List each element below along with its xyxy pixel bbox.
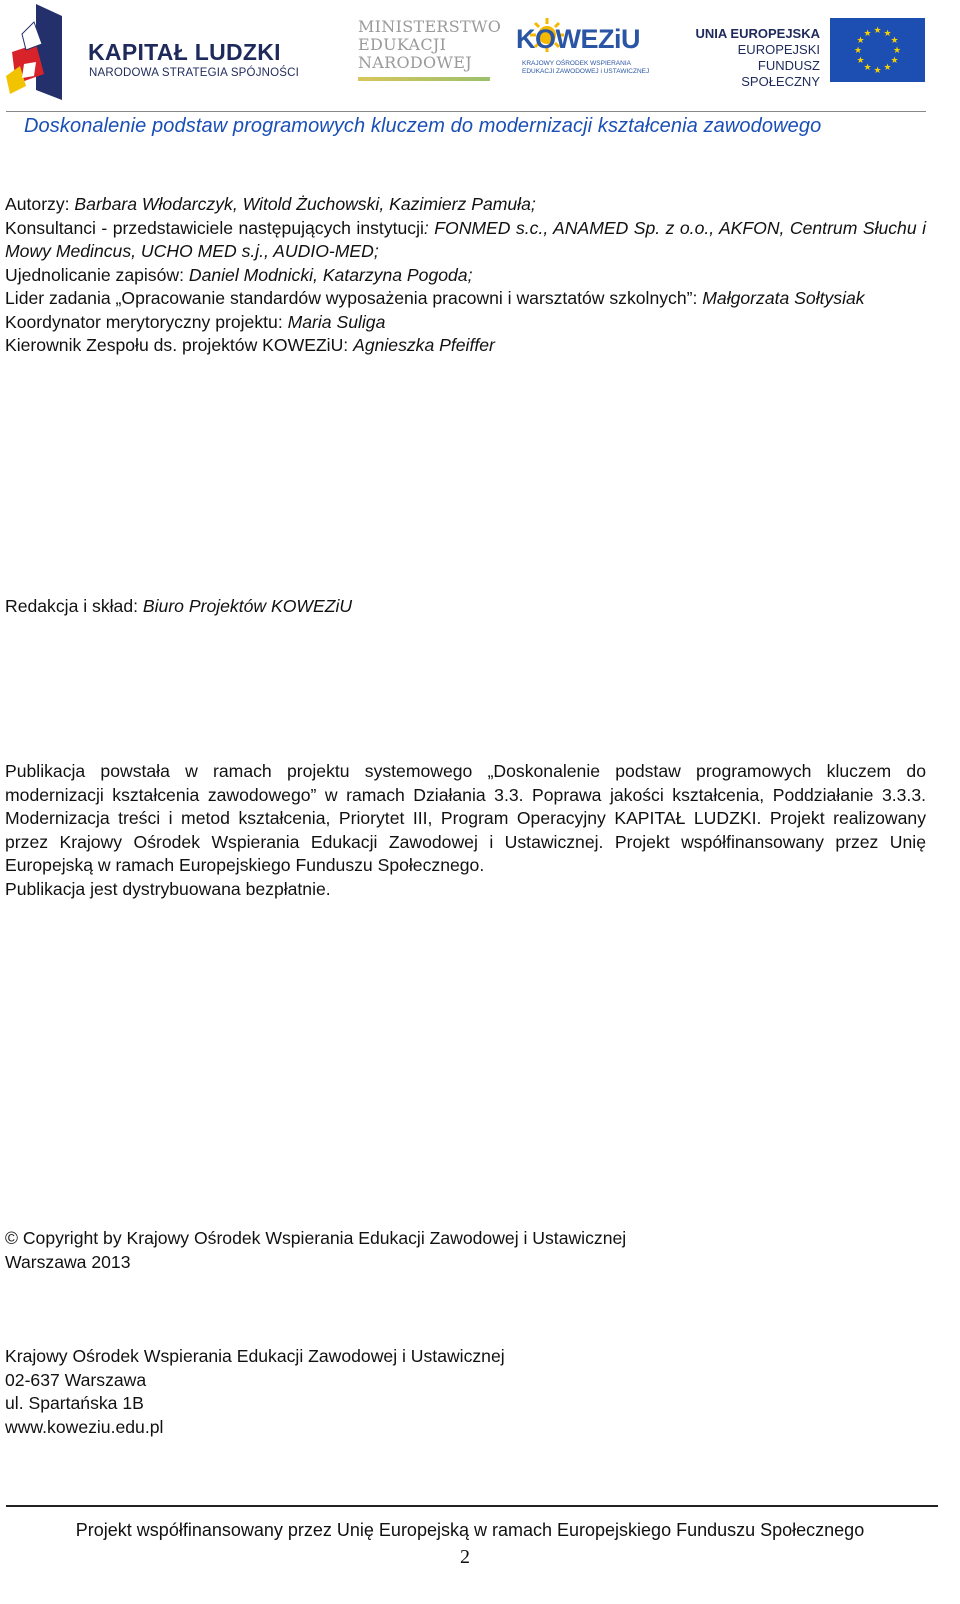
koweziu-name: KOWEZiU [516, 24, 640, 54]
ministerstwo-logo [358, 17, 502, 84]
publication-paragraph: Publikacja powstała w ramach projektu systemowego „Doskonalenie podstaw programowych kluczem do modernizacji kształcenia zawodowego” w ramach Działania 3.3. Poprawa jakości kształcenia, Poddziałanie 3.3.3. Modernizacja treści i metod kształcenia, Priorytet III, Program Operacyjny KAPITAŁ LUDZKI. Projekt realizowany przez Krajowy Ośrodek Wspierania Edukacji Zawodowej i Ustawicznej. Projekt współfinansowany przez Unię Europejską w ramach Europejskiego Funduszu Społecznego. [5, 761, 926, 875]
logo-bar [0, 0, 960, 110]
coordinator-line [5, 311, 926, 335]
kapital-ludzki-title: KAPITAŁ LUDZKI [88, 39, 281, 65]
svg-text:★: ★ [853, 46, 863, 56]
svg-text:★: ★ [883, 63, 892, 73]
address-org: Krajowy Ośrodek Wspierania Edukacji Zawodowej i Ustawicznej [5, 1346, 505, 1366]
svg-text:★: ★ [883, 29, 892, 39]
consultants-label: Konsultanci - przedstawiciele następujących instytucji [5, 217, 424, 238]
kapital-ludzki-logo [6, 4, 306, 104]
unification-line [5, 264, 926, 288]
koweziu-subtitle [522, 60, 649, 76]
publication-block [5, 760, 926, 901]
leader-line [5, 287, 926, 311]
editing-label: Redakcja i skład: [5, 596, 143, 616]
svg-text:★: ★ [892, 46, 902, 56]
svg-text:★: ★ [873, 26, 882, 36]
consultants-value: : FONMED s.c., ANAMED Sp. z o.o., AKFON, Centrum Słuchu i Mowy Medincus, UCHO MED s.j., AUDIO-MED; [5, 217, 927, 261]
coordinator-label: Koordynator merytoryczny projektu: [5, 311, 288, 332]
authors-value: Barbara Włodarczyk, Witold Żuchowski, Kazimierz Pamuła; [74, 194, 536, 214]
ue-line-1: UNIA EUROPEJSKA [695, 26, 820, 41]
consultants-line [5, 217, 926, 264]
ue-logo-text [690, 26, 820, 90]
koweziu-subtitle-line-2: EDUKACJI ZAWODOWEJ i USTAWICZNEJ [522, 68, 650, 75]
address-web: www.koweziu.edu.pl [5, 1416, 164, 1437]
address-street: ul. Spartańska 1B [5, 1393, 144, 1413]
copyright-place-year: Warszawa 2013 [5, 1251, 131, 1272]
editing-line [5, 595, 926, 619]
ue-line-3: FUNDUSZ SPOŁECZNY [741, 58, 820, 89]
manager-label: Kierownik Zespołu ds. projektów KOWEZiU: [5, 335, 354, 355]
kapital-ludzki-subtitle: NARODOWA STRATEGIA SPÓJNOŚCI [89, 67, 300, 79]
ministerstwo-line-3: NARODOWEJ [358, 53, 472, 72]
svg-text:★: ★ [873, 66, 882, 76]
svg-text:★: ★ [863, 63, 872, 73]
publication-free-note: Publikacja jest dystrybuowana bezpłatnie. [5, 878, 331, 899]
kapital-ludzki-emblem-icon [6, 4, 70, 104]
editing-value: Biuro Projektów KOWEZiU [142, 596, 353, 616]
page-number: 2 [460, 1546, 470, 1568]
editing-block [5, 595, 926, 619]
svg-text:★: ★ [856, 56, 865, 66]
svg-text:★: ★ [890, 56, 899, 66]
koweziu-logo [516, 18, 650, 84]
manager-value: Agnieszka Pfeiffer [353, 335, 495, 355]
footer-rule [6, 1505, 938, 1507]
unification-label: Ujednolicanie zapisów: [5, 264, 189, 285]
ministerstwo-line-1: MINISTERSTWO [358, 17, 502, 36]
leader-label: Lider zadania „Opracowanie standardów wyposażenia pracowni i warsztatów szkolnych”: [5, 288, 703, 308]
svg-text:★: ★ [863, 29, 872, 39]
authors-label: Autorzy: [5, 194, 75, 214]
ue-line-2: EUROPEJSKI [737, 42, 820, 57]
eu-flag-icon [830, 18, 925, 82]
ministerstwo-bar [358, 77, 490, 81]
copyright-block [5, 1227, 926, 1274]
koweziu-subtitle-line-1: KRAJOWY OŚRODEK WSPIERANIA [522, 60, 631, 67]
leader-value: Małgorzata Sołtysiak [702, 288, 865, 308]
footer-text: Projekt współfinansowany przez Unię Europejską w ramach Europejskiego Funduszu Społecznego [75, 1520, 865, 1540]
address-postal: 02-637 Warszawa [5, 1369, 147, 1390]
manager-line [5, 334, 926, 358]
authors-line [5, 193, 926, 217]
address-block [5, 1345, 926, 1439]
header-title: Doskonalenie podstaw programowych kluczem do modernizacji kształcenia zawodowego [24, 115, 822, 137]
unification-value: Daniel Modnicki, Katarzyna Pogoda; [188, 264, 473, 285]
ministerstwo-line-2: EDUKACJI [358, 35, 447, 54]
copyright-line: © Copyright by Krajowy Ośrodek Wspierania Edukacji Zawodowej i Ustawicznej [5, 1228, 627, 1248]
credits-block [5, 193, 926, 358]
svg-text:★: ★ [890, 36, 899, 46]
svg-text:★: ★ [856, 36, 865, 46]
coordinator-value: Maria Suliga [287, 311, 386, 332]
header-rule [6, 111, 926, 112]
